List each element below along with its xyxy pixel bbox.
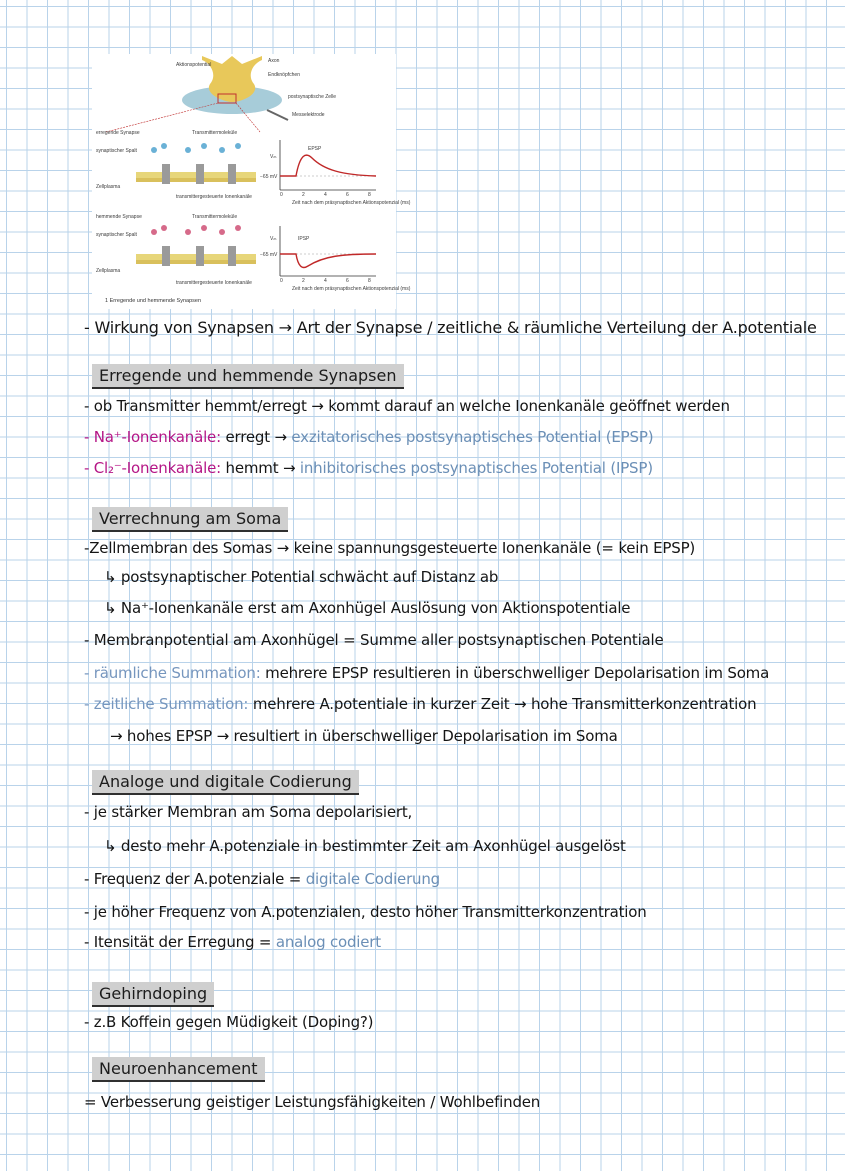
sec2-line7: → hohes EPSP → resultiert in überschwelliger Depolarisation im Soma [110,727,618,745]
label-65mv-2: −65 mV [260,252,278,258]
na-channel-label: - Na⁺-Ionenkanäle: [84,428,226,446]
tick-2b: 2 [302,278,305,284]
label-ionchannel-1: transmittergesteuerte Ionenkanäle [176,194,252,200]
sec2-line2: ↳ postsynaptischer Potential schwächt auf Distanz ab [104,568,499,586]
sec4-line1: - z.B Koffein gegen Müdigkeit (Doping?) [84,1013,374,1031]
temporal-summation-label: - zeitliche Summation: [84,695,253,713]
label-cleft-1: synaptischer Spalt [96,148,137,154]
ion-channel-2c [228,246,236,266]
label-cleft-2: synaptischer Spalt [96,232,137,238]
label-excitatory: erregende Synapse [96,130,140,136]
digital-coding: digitale Codierung [305,870,440,888]
tick-6: 6 [346,192,349,198]
label-axis-2: Zeit nach dem präsynaptischen Aktionspotenzial (ms) [292,286,411,292]
transmitter-dot [201,143,207,149]
label-transmitter-1: Transmittermoleküle [192,130,238,136]
frequency-text: - Frequenz der A.potenziale = [84,870,306,888]
label-inhibitory: hemmende Synapse [96,214,142,220]
ion-channel-1a [162,164,170,184]
sec2-line1: -Zellmembran des Somas → keine spannungsgesteuerte Ionenkanäle (= kein EPSP) [84,539,696,557]
sec2-line3: ↳ Na⁺-Ionenkanäle erst am Axonhügel Auslösung von Aktionspotentiale [104,599,631,617]
intensity-text: - Itensität der Erregung = [84,933,276,951]
transmitter-dot [161,143,167,149]
spatial-summation-label: - räumliche Summation: [84,664,266,682]
transmitter-dot [219,147,225,153]
ion-channel-1c [228,164,236,184]
transmitter-dot [219,229,225,235]
synapse-diagram [92,54,411,309]
na-effect: erregt → [225,428,292,446]
ipsp-term: inhibitorisches postsynaptisches Potential (IPSP) [299,459,653,477]
label-65mv-1: −65 mV [260,174,278,180]
tick-6b: 6 [346,278,349,284]
transmitter-dot [185,229,191,235]
label-axon: Axon [268,58,280,64]
sec2-line4: - Membranpotential am Axonhügel = Summe aller postsynaptischen Potentiale [84,631,664,649]
transmitter-dot [151,229,157,235]
tick-0b: 0 [280,278,283,284]
sec1-line3 [84,458,819,478]
sec2-line5 [84,663,819,683]
ion-channel-1b [196,164,204,184]
label-membrane-2: Zellplasma [96,268,121,274]
sec3-line2: ↳ desto mehr A.potenziale in bestimmter Zeit am Axonhügel ausgelöst [104,837,626,855]
heading-coding: Analoge und digitale Codierung [92,770,359,795]
tick-8: 8 [368,192,371,198]
heading-neuroenhancement: Neuroenhancement [92,1057,265,1082]
tick-4b: 4 [324,278,327,284]
label-ipsp: IPSP [298,236,310,242]
intro-line: - Wirkung von Synapsen → Art der Synapse / zeitliche & räumliche Verteilung der A.potentiale [84,318,817,337]
transmitter-dot [235,143,241,149]
label-axis-1: Zeit nach dem präsynaptischen Aktionspotenzial (ms) [292,200,411,206]
tick-0: 0 [280,192,283,198]
cl-channel-label: - Cl₂⁻-Ionenkanäle: [84,459,226,477]
heading-synapses: Erregende und hemmende Synapsen [92,364,404,389]
sec2-line6 [84,694,819,714]
spatial-summation-text: mehrere EPSP resultieren in überschwelliger Depolarisation im Soma [265,664,770,682]
transmitter-dot [235,225,241,231]
cl-effect: hemmt → [225,459,300,477]
ion-channel-2a [162,246,170,266]
sec1-line1: - ob Transmitter hemmt/erregt → kommt darauf an welche Ionenkanäle geöffnet werden [84,397,730,415]
transmitter-dot [201,225,207,231]
label-ionchannel-2: transmittergesteuerte Ionenkanäle [176,280,252,286]
figure-caption: 1 Erregende und hemmende Synapsen [105,298,202,304]
ipsp-curve [280,254,376,268]
label-postsynaptic-cell: postsynaptische Zelle [288,94,337,100]
label-transmitter-2: Transmittermoleküle [192,214,238,220]
label-epsp: EPSP [308,146,322,152]
sec3-line3 [84,869,819,889]
transmitter-dot [151,147,157,153]
sec3-line5 [84,932,819,952]
heading-doping: Gehirndoping [92,982,214,1007]
sec3-line4: - je höher Frequenz von A.potenzialen, desto höher Transmitterkonzentration [84,903,647,921]
epsp-term: exzitatorisches postsynaptisches Potential (EPSP) [291,428,654,446]
tick-8b: 8 [368,278,371,284]
temporal-summation-text: mehrere A.potentiale in kurzer Zeit → hohe Transmitterkonzentration [252,695,757,713]
label-aktionspotential: Aktionspotential [176,62,212,68]
tick-4: 4 [324,192,327,198]
electrode-shape [267,110,288,120]
label-membrane-1: Zellplasma [96,184,121,190]
transmitter-dot [185,147,191,153]
label-endknopfchen: Endknöpfchen [268,72,300,78]
sec1-line2 [84,427,819,447]
label-electrode: Messelektrode [292,112,325,118]
epsp-curve [280,155,376,176]
label-vm-1: Vₘ [270,154,277,160]
transmitter-dot [161,225,167,231]
sec3-line1: - je stärker Membran am Soma depolarisiert, [84,803,413,821]
ion-channel-2b [196,246,204,266]
heading-soma: Verrechnung am Soma [92,507,288,532]
sec5-line1: = Verbesserung geistiger Leistungsfähigkeiten / Wohlbefinden [84,1093,541,1111]
label-vm-2: Vₘ [270,236,277,242]
analog-coding: analog codiert [275,933,381,951]
tick-2: 2 [302,192,305,198]
synapse-figure [92,54,411,309]
